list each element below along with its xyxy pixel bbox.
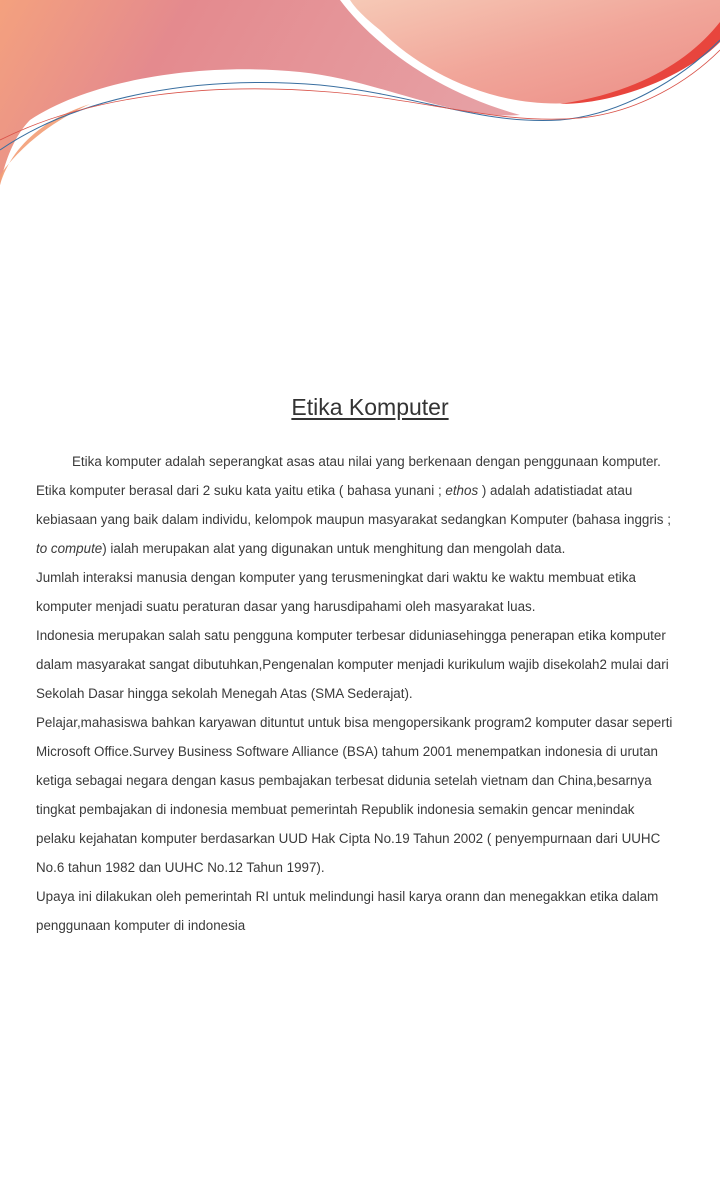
paragraph-origin bbox=[36, 476, 676, 563]
paragraph-origin-to-compute: to compute bbox=[36, 541, 103, 556]
paragraph-indonesia: Indonesia merupakan salah satu pengguna komputer terbesar diduniasehingga penerapan etika komputer dalam masyarakat sangat dibutuhkan,Pengenalan komputer menjadi kurikulum wajib disekolah2 mulai dari Sekolah Dasar hingga sekolah Menegah Atas (SMA Sederajat). bbox=[36, 628, 669, 701]
paragraph-definition: Etika komputer adalah seperangkat asas atau nilai yang berkenaan dengan penggunaan komputer. bbox=[72, 454, 661, 469]
header-wave-decoration bbox=[0, 0, 720, 200]
paragraph-origin-part2: ) adalah adatistiadat atau kebiasaan yang baik dalam individu, kelompok maupun masyarakat sedangkan Komputer (bahasa inggris ; bbox=[36, 483, 671, 527]
page-title bbox=[0, 394, 720, 421]
paragraph-piracy: Pelajar,mahasiswa bahkan karyawan dituntut untuk bisa mengopersikank program2 komputer dasar seperti Microsoft Office.Survey Business Software Alliance (BSA) tahum 2001 menempatkan indonesia di urutan ketiga sebagai negara dengan kasus pembajakan terbesat didunia setelah vietnam dan China,besarnya tingkat pembajakan di indonesia membuat pemerintah Republik indonesia semakin gencar menindak pelaku kejahatan komputer berdasarkan UUD Hak Cipta No.19 Tahun 2002 ( penyempurnaan dari UUHC No.6 tahun 1982 dan UUHC No.12 Tahun 1997). bbox=[36, 715, 673, 875]
paragraph-origin-ethos: ethos bbox=[445, 483, 479, 498]
paragraph-origin-part3: ) ialah merupakan alat yang digunakan untuk menghitung dan mengolah data. bbox=[102, 541, 566, 556]
document-body bbox=[36, 447, 676, 940]
page-title-text: Etika Komputer bbox=[291, 394, 449, 420]
paragraph-origin-part1: Etika komputer berasal dari 2 suku kata yaitu etika ( bahasa yunani ; bbox=[36, 483, 446, 498]
paragraph-interaction: Jumlah interaksi manusia dengan komputer yang terusmeningkat dari waktu ke waktu membuat etika komputer menjadi suatu peraturan dasar yang harusdipahami oleh masyarakat luas. bbox=[36, 570, 636, 614]
paragraph-effort: Upaya ini dilakukan oleh pemerintah RI untuk melindungi hasil karya orann dan menegakkan etika dalam penggunaan komputer di indonesia bbox=[36, 889, 659, 933]
